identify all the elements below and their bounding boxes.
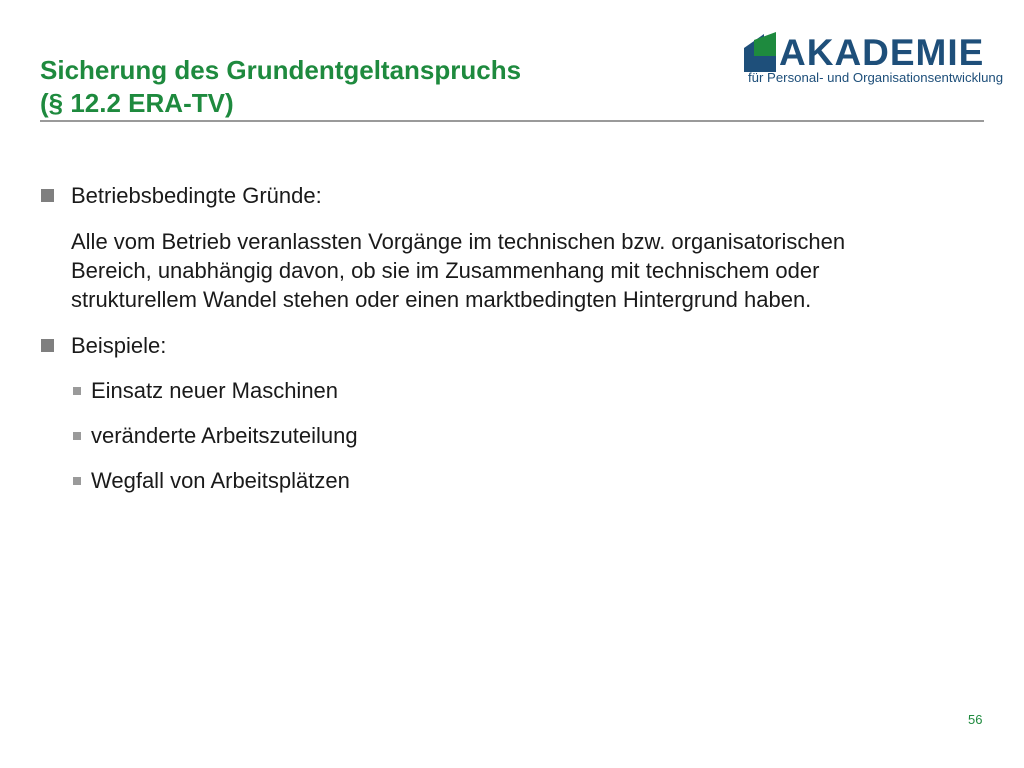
- title-divider: [40, 120, 984, 122]
- square-bullet-icon: [41, 339, 54, 352]
- page-number: 56: [968, 712, 983, 727]
- slide-title-line2: (§ 12.2 ERA-TV): [40, 88, 234, 118]
- example-item: [40, 466, 990, 495]
- square-bullet-icon: [41, 189, 54, 202]
- small-square-bullet-icon: [73, 387, 81, 395]
- example-item-label: Wegfall von Arbeitsplätzen: [91, 468, 350, 493]
- slide-title: [40, 54, 660, 120]
- bullet-heading: Betriebsbedingte Gründe:: [71, 183, 322, 208]
- definition-paragraph: [40, 227, 991, 314]
- small-square-bullet-icon: [73, 477, 81, 485]
- logo-subtitle: für Personal- und Organisationsentwicklung: [748, 70, 1004, 85]
- example-item: [40, 376, 990, 405]
- example-item: [40, 421, 990, 450]
- paragraph-line: strukturellem Wandel stehen oder einen marktbedingten Hintergrund haben.: [71, 287, 812, 312]
- example-item-label: veränderte Arbeitszuteilung: [91, 423, 358, 448]
- akademie-logo: [742, 30, 1004, 90]
- logo-wordmark: AKADEMIE: [779, 32, 985, 73]
- paragraph-line: Alle vom Betrieb veranlassten Vorgänge im technischen bzw. organisatorischen: [71, 229, 846, 254]
- paragraph-line: Bereich, unabhängig davon, ob sie im Zusammenhang mit technischem oder: [71, 258, 820, 283]
- example-item-label: Einsatz neuer Maschinen: [91, 378, 339, 403]
- bullet-heading: Beispiele:: [71, 333, 167, 358]
- bullet-betriebsbedingte-gruende: [40, 181, 990, 210]
- small-square-bullet-icon: [73, 432, 81, 440]
- slide-title-line1: Sicherung des Grundentgeltanspruchs: [40, 55, 522, 85]
- bullet-beispiele: [40, 331, 990, 360]
- house-logo-icon: [742, 32, 776, 72]
- slide-content: [40, 181, 990, 495]
